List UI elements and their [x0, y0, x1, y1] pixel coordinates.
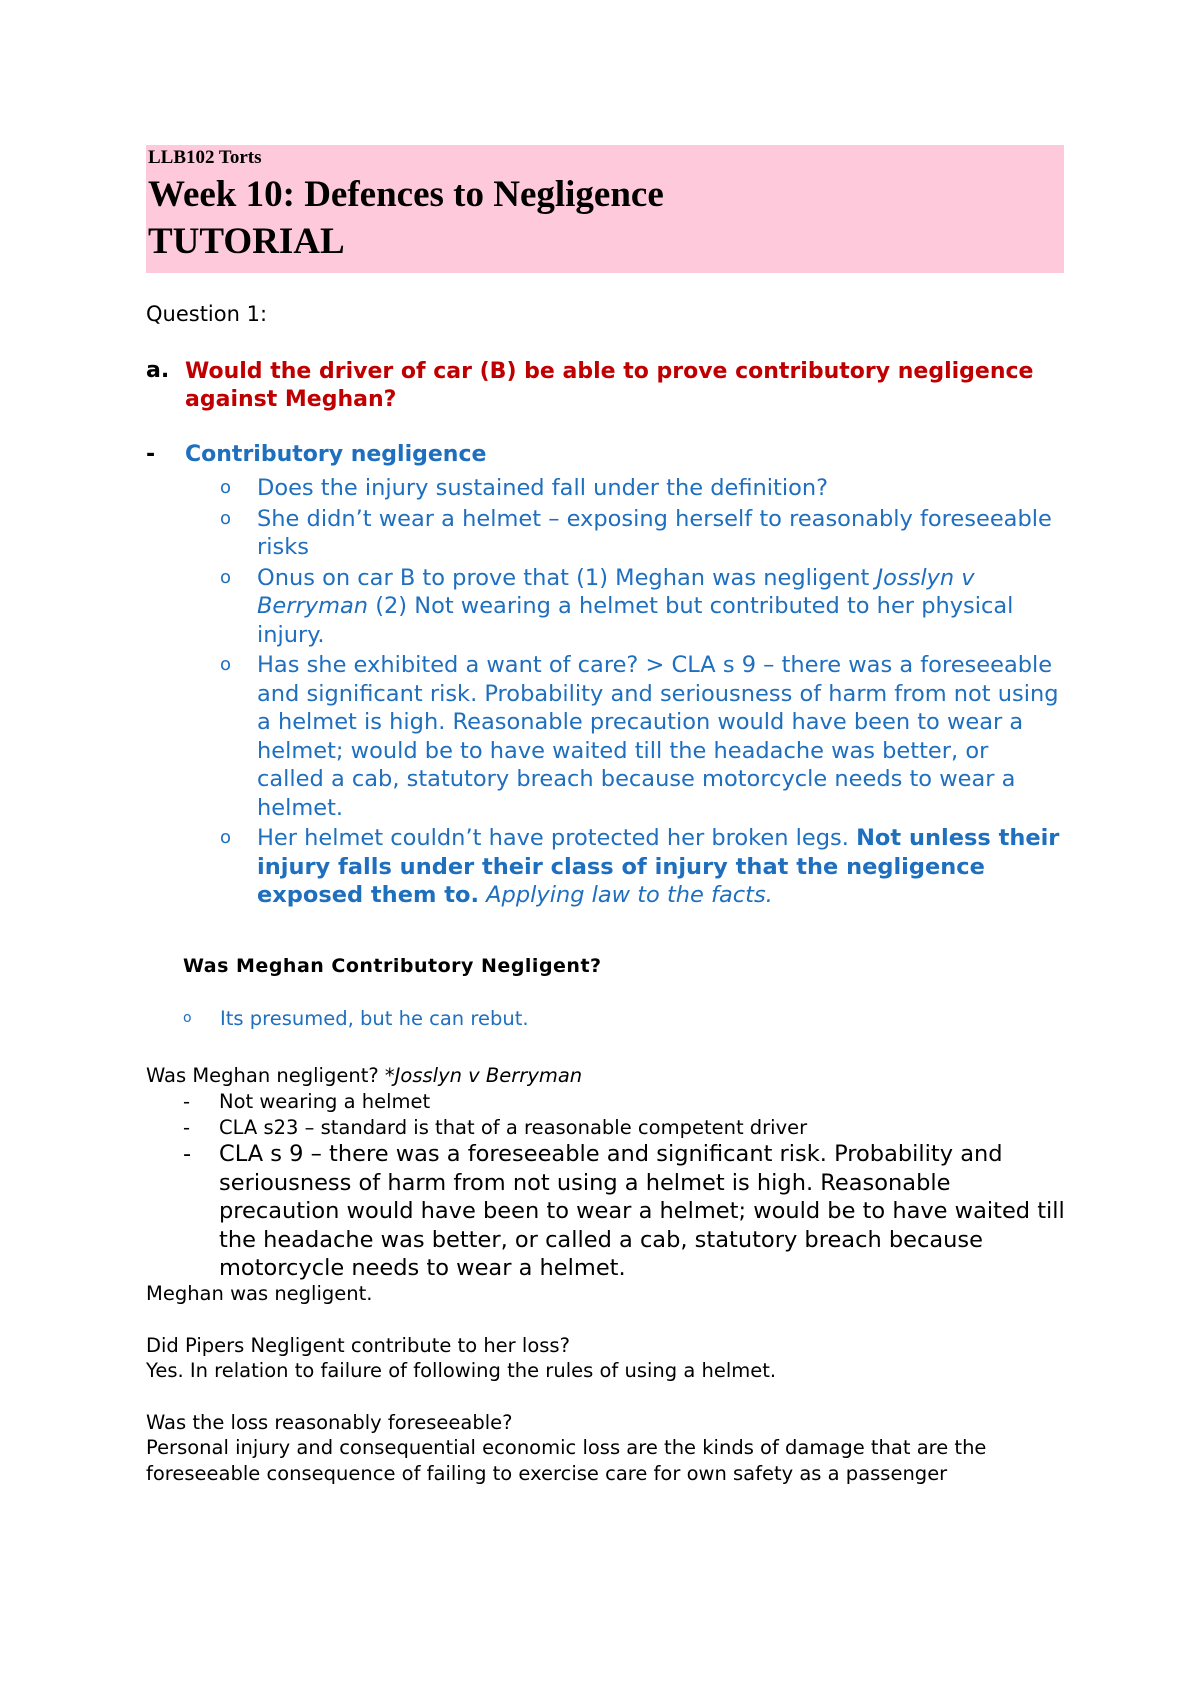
- question-heading: Question 1:: [146, 302, 268, 326]
- list-item: [220, 474, 1060, 503]
- list-item: [146, 1115, 1066, 1141]
- contributory-heading: Contributory negligence: [185, 442, 487, 467]
- circle-bullet: o: [220, 654, 232, 675]
- list-item-text: She didn’t wear a helmet – exposing herself to reasonably foreseeable risks: [257, 505, 1052, 560]
- title-line-1: Week 10: Defences to Negligence: [148, 174, 664, 215]
- list-item-text: CLA s 9 – there was a foreseeable and significant risk. Probability and seriousness of harm from not using a helmet is high. Reasonable precaution would have been to wear a helmet; would be to have waited till the headache was better, or called a cab, statutory breach because motorcycle needs to wear a helmet.: [219, 1141, 1065, 1281]
- case-citation: Josslyn v Berryman: [257, 564, 975, 619]
- case-citation: Josslyn v Berryman: [394, 1064, 583, 1087]
- circle-bullet: o: [183, 1010, 192, 1026]
- circle-bullet: o: [220, 566, 232, 588]
- italic-text: Applying law to the facts.: [479, 882, 773, 908]
- negligent-question: [146, 1063, 1066, 1089]
- list-item: [220, 824, 1060, 910]
- circle-bullet: o: [220, 507, 232, 529]
- list-item-text: Not wearing a helmet: [219, 1090, 431, 1113]
- pipers-question: Did Pipers Negligent contribute to her loss?: [146, 1334, 570, 1357]
- dash-bullet: -: [146, 442, 156, 467]
- dash-bullet: -: [183, 1090, 191, 1113]
- list-item: [220, 564, 1060, 650]
- emphasis-text: Not unless their injury falls under their class of injury that the negligence exposed them to.: [257, 825, 1060, 908]
- list-item-text: CLA s23 – standard is that of a reasonable competent driver: [219, 1115, 808, 1139]
- list-item: [146, 1089, 1066, 1115]
- list-item-text: Has she exhibited a want of care? > CLA s 9 – there was a foreseeable and significant risk. Probability and seriousness of harm from not using a helmet is high. Reasonable precaution would have been to wear a helmet; would be to have waited till the headache was better, or called a cab, statutory breach because motorcycle needs to wear a helmet.: [257, 652, 1059, 821]
- subheading-contributory: Was Meghan Contributory Negligent?: [183, 955, 602, 977]
- list-item-text: Does the injury sustained fall under the definition?: [257, 475, 829, 501]
- list-item-text: (2) Not wearing a helmet but contributed to her physical injury.: [257, 593, 1014, 648]
- negligent-points: [146, 1089, 1066, 1283]
- list-item: [220, 505, 1060, 562]
- course-code: LLB102 Torts: [148, 147, 262, 168]
- list-item-text: Onus on car B to prove that (1) Meghan was negligent: [257, 564, 877, 591]
- list-item: [220, 651, 1060, 822]
- list-item-text: Her helmet couldn’t have protected her broken legs.: [257, 825, 857, 851]
- pipers-answer: Yes. In relation to failure of following the rules of using a helmet.: [146, 1359, 777, 1382]
- foreseeable-answer: Personal injury and consequential economic loss are the kinds of damage that are the foreseeable consequence of failing to exercise care for own safety as a passenger: [146, 1436, 987, 1485]
- negligent-question-text: Was Meghan negligent? *: [146, 1064, 395, 1087]
- dash-bullet: -: [183, 1115, 191, 1139]
- foreseeable-question: Was the loss reasonably foreseeable?: [146, 1411, 513, 1434]
- header-banner: [146, 145, 1064, 273]
- question-a-marker: a.: [146, 358, 170, 383]
- page-title: [148, 171, 664, 265]
- presumed-text: Its presumed, but he can rebut.: [220, 1007, 529, 1030]
- circle-bullet: o: [220, 477, 232, 498]
- contributory-list: [220, 474, 1060, 912]
- circle-bullet: o: [220, 827, 232, 848]
- question-a-text: Would the driver of car (B) be able to prove contributory negligence against Meghan?: [185, 359, 1034, 412]
- meghan-negligent: Meghan was negligent.: [146, 1282, 373, 1305]
- list-item: [146, 1140, 1066, 1283]
- title-line-2: TUTORIAL: [148, 221, 345, 262]
- dash-bullet: -: [183, 1141, 192, 1167]
